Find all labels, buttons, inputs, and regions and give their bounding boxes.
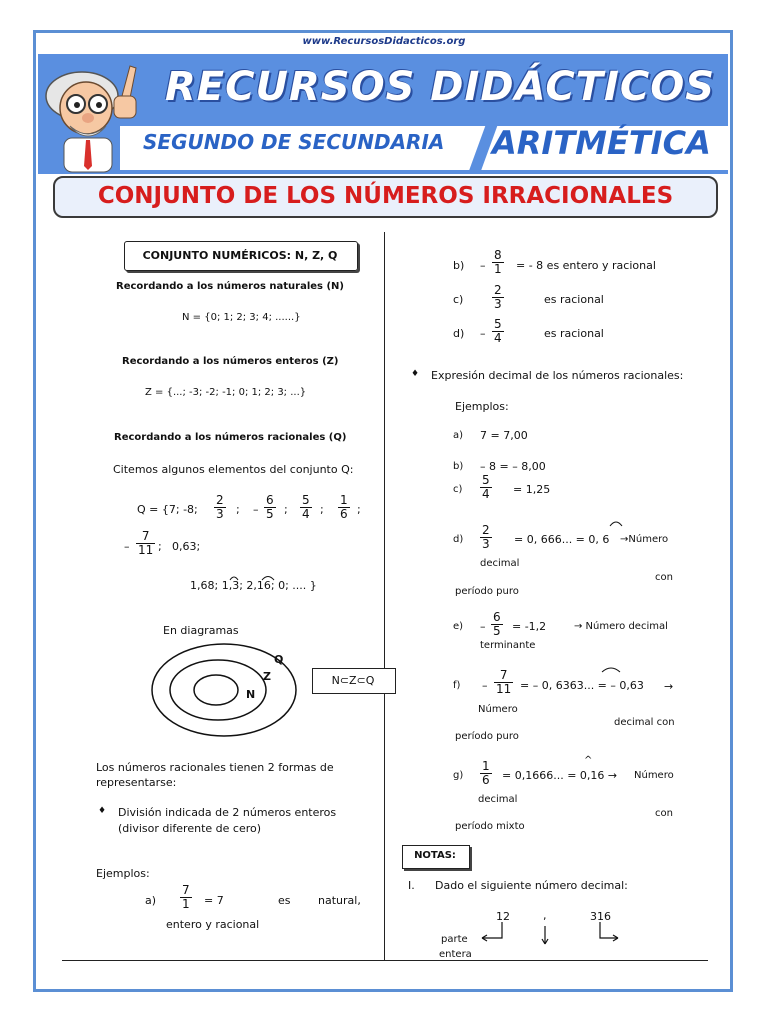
note1-label: I. bbox=[408, 879, 415, 892]
separator: ; bbox=[320, 503, 324, 516]
separator: ; bbox=[236, 503, 240, 516]
site-url[interactable]: www.RecursosDidacticos.org bbox=[302, 36, 466, 47]
decimal-comma: , bbox=[543, 909, 547, 922]
minus-sign: – bbox=[480, 620, 486, 633]
professor-mascot-illustration bbox=[38, 56, 150, 174]
example-a-label: a) bbox=[145, 894, 157, 907]
ex-c-fraction: $\frac{2}{3}$ bbox=[494, 283, 502, 311]
dec-e-line2: terminante bbox=[480, 640, 536, 651]
q-fraction-2-3: $\frac{2}{3}$ bbox=[216, 493, 224, 521]
section-box-label: CONJUNTO NUMÉRICOS: N, Z, Q bbox=[142, 249, 338, 262]
separator: ; bbox=[158, 540, 162, 553]
dec-g-arrow: Número bbox=[634, 770, 674, 781]
page-title: CONJUNTO DE LOS NÚMEROS IRRACIONALES bbox=[97, 183, 674, 209]
forms-paragraph-line2: representarse: bbox=[96, 776, 177, 789]
dec-e-label: e) bbox=[453, 621, 464, 632]
example-a-eq: = 7 bbox=[204, 894, 224, 907]
dec-f-arrow: → bbox=[664, 680, 674, 693]
naturals-set: N = {0; 1; 2; 3; 4; ......} bbox=[182, 312, 301, 323]
dec-f-line2: Número bbox=[478, 704, 518, 715]
forms-paragraph-line1: Los números racionales tienen 2 formas de bbox=[96, 761, 334, 774]
decimal-integer-part: 12 bbox=[496, 910, 510, 923]
q-set-decimal: 0,63; bbox=[172, 540, 201, 553]
example-a-fraction: $\frac{7}{1}$ bbox=[182, 883, 190, 911]
dec-e-text: = -1,2 bbox=[512, 620, 547, 633]
dec-g-text: = 0,1666... = 0,16 → bbox=[502, 769, 618, 782]
diagram-label: En diagramas bbox=[163, 624, 239, 637]
dec-b-text: – 8 = – 8,00 bbox=[480, 460, 546, 473]
ex-d-fraction: $\frac{5}{4}$ bbox=[494, 317, 502, 345]
period-arc-icon bbox=[600, 664, 622, 674]
subject-label: ARITMÉTICA bbox=[492, 124, 711, 162]
dec-e-fraction: $\frac{6}{5}$ bbox=[493, 610, 501, 638]
minus-sign: – bbox=[253, 503, 259, 516]
dec-d-line2: decimal bbox=[480, 558, 520, 569]
rationals-intro: Citemos algunos elementos del conjunto Q: bbox=[113, 463, 354, 476]
dec-f-line4: período puro bbox=[455, 731, 519, 742]
integers-heading: Recordando a los números enteros (Z) bbox=[122, 356, 339, 367]
column-divider bbox=[384, 232, 385, 960]
q-fraction-6-5: $\frac{6}{5}$ bbox=[266, 493, 274, 521]
q-fraction-1-6: $\frac{1}{6}$ bbox=[340, 493, 348, 521]
notes-label: NOTAS: bbox=[414, 850, 456, 861]
dec-g-fraction: $\frac{1}{6}$ bbox=[482, 759, 490, 787]
entera-label: entera bbox=[439, 949, 472, 960]
ejemplos-label: Ejemplos: bbox=[455, 400, 509, 413]
dec-g-line3: con bbox=[655, 808, 673, 819]
dec-d-arrow: →Número bbox=[620, 534, 669, 545]
dec-e-arrow: → Número decimal bbox=[574, 621, 668, 632]
dec-c-label: c) bbox=[453, 484, 463, 495]
period-arc-icon bbox=[608, 518, 624, 528]
bullet-icon: ♦ bbox=[98, 806, 107, 816]
period-arc-icons bbox=[222, 572, 282, 582]
brand-title: RECURSOS DIDÁCTICOS bbox=[165, 64, 716, 110]
dec-c-fraction: $\frac{5}{4}$ bbox=[482, 473, 490, 501]
dec-d-line4: período puro bbox=[455, 586, 519, 597]
ex-b-fraction: $\frac{8}{1}$ bbox=[494, 248, 502, 276]
parte-label: parte bbox=[441, 934, 468, 945]
integers-set: Z = {...; -3; -2; -1; 0; 1; 2; 3; ...} bbox=[145, 387, 307, 398]
bottom-rule bbox=[62, 960, 708, 961]
q-set-rest: 1,68; 1,3; 2,16; 0; .... } bbox=[190, 579, 317, 592]
dec-f-text: = – 0, 6363... = – 0,63 bbox=[520, 679, 644, 692]
q-fraction-7-11: $\frac{7}{11}$ bbox=[138, 529, 154, 557]
example-a-text3: entero y racional bbox=[166, 918, 260, 931]
dec-d-text: = 0, 666... = 0, 6 bbox=[514, 533, 610, 546]
grade-label: SEGUNDO DE SECUNDARIA bbox=[143, 130, 445, 154]
note1-text: Dado el siguiente número decimal: bbox=[435, 879, 628, 892]
q-fraction-5-4: $\frac{5}{4}$ bbox=[302, 493, 310, 521]
dec-f-label: f) bbox=[453, 680, 461, 691]
dec-g-line4: período mixto bbox=[455, 821, 525, 832]
dec-g-label: g) bbox=[453, 770, 464, 781]
dec-b-label: b) bbox=[453, 461, 464, 472]
example-a-text2: natural, bbox=[318, 894, 361, 907]
dec-c-text: = 1,25 bbox=[513, 483, 551, 496]
dec-d-fraction: $\frac{2}{3}$ bbox=[482, 523, 490, 551]
diagram-z-label: Z bbox=[263, 670, 271, 683]
dec-f-line3: decimal con bbox=[614, 717, 675, 728]
minus-sign: – bbox=[482, 679, 488, 692]
q-set-start: Q = {7; -8; bbox=[137, 503, 198, 516]
bullet1-line2: (divisor diferente de cero) bbox=[118, 822, 262, 835]
ex-d-label: d) bbox=[453, 327, 465, 340]
dec-a-text: 7 = 7,00 bbox=[480, 429, 528, 442]
ex-c-label: c) bbox=[453, 293, 464, 306]
ex-b-text: = - 8 es entero y racional bbox=[516, 259, 656, 272]
naturals-heading: Recordando a los números naturales (N) bbox=[116, 281, 344, 292]
decimal-fraction-part: 316 bbox=[590, 910, 611, 923]
diagram-q-label: Q bbox=[274, 653, 284, 666]
period-caret-icon: ^ bbox=[584, 755, 593, 766]
diagram-n-label: N bbox=[246, 688, 256, 701]
example-a-text1: es bbox=[278, 894, 291, 907]
ex-b-label: b) bbox=[453, 259, 465, 272]
separator: ; bbox=[357, 503, 361, 516]
dec-g-line2: decimal bbox=[478, 794, 518, 805]
bullet-icon: ♦ bbox=[411, 369, 420, 379]
dec-f-fraction: $\frac{7}{11}$ bbox=[496, 668, 512, 696]
dec-d-label: d) bbox=[453, 534, 464, 545]
inclusion-text: N⊂Z⊂Q bbox=[331, 674, 375, 687]
ex-c-text: es racional bbox=[544, 293, 604, 306]
examples-label: Ejemplos: bbox=[96, 867, 150, 880]
minus-sign: – bbox=[480, 327, 486, 340]
separator: ; bbox=[284, 503, 288, 516]
rationals-heading: Recordando a los números racionales (Q) bbox=[114, 432, 347, 443]
dec-a-label: a) bbox=[453, 430, 464, 441]
ex-d-text: es racional bbox=[544, 327, 604, 340]
bullet1-line1: División indicada de 2 números enteros bbox=[118, 806, 337, 819]
minus-sign: – bbox=[124, 540, 130, 553]
minus-sign: – bbox=[480, 259, 486, 272]
decimal-arrows-icon bbox=[478, 920, 624, 948]
decimal-heading: Expresión decimal de los números racionales: bbox=[431, 369, 684, 382]
dec-d-line3: con bbox=[655, 572, 673, 583]
